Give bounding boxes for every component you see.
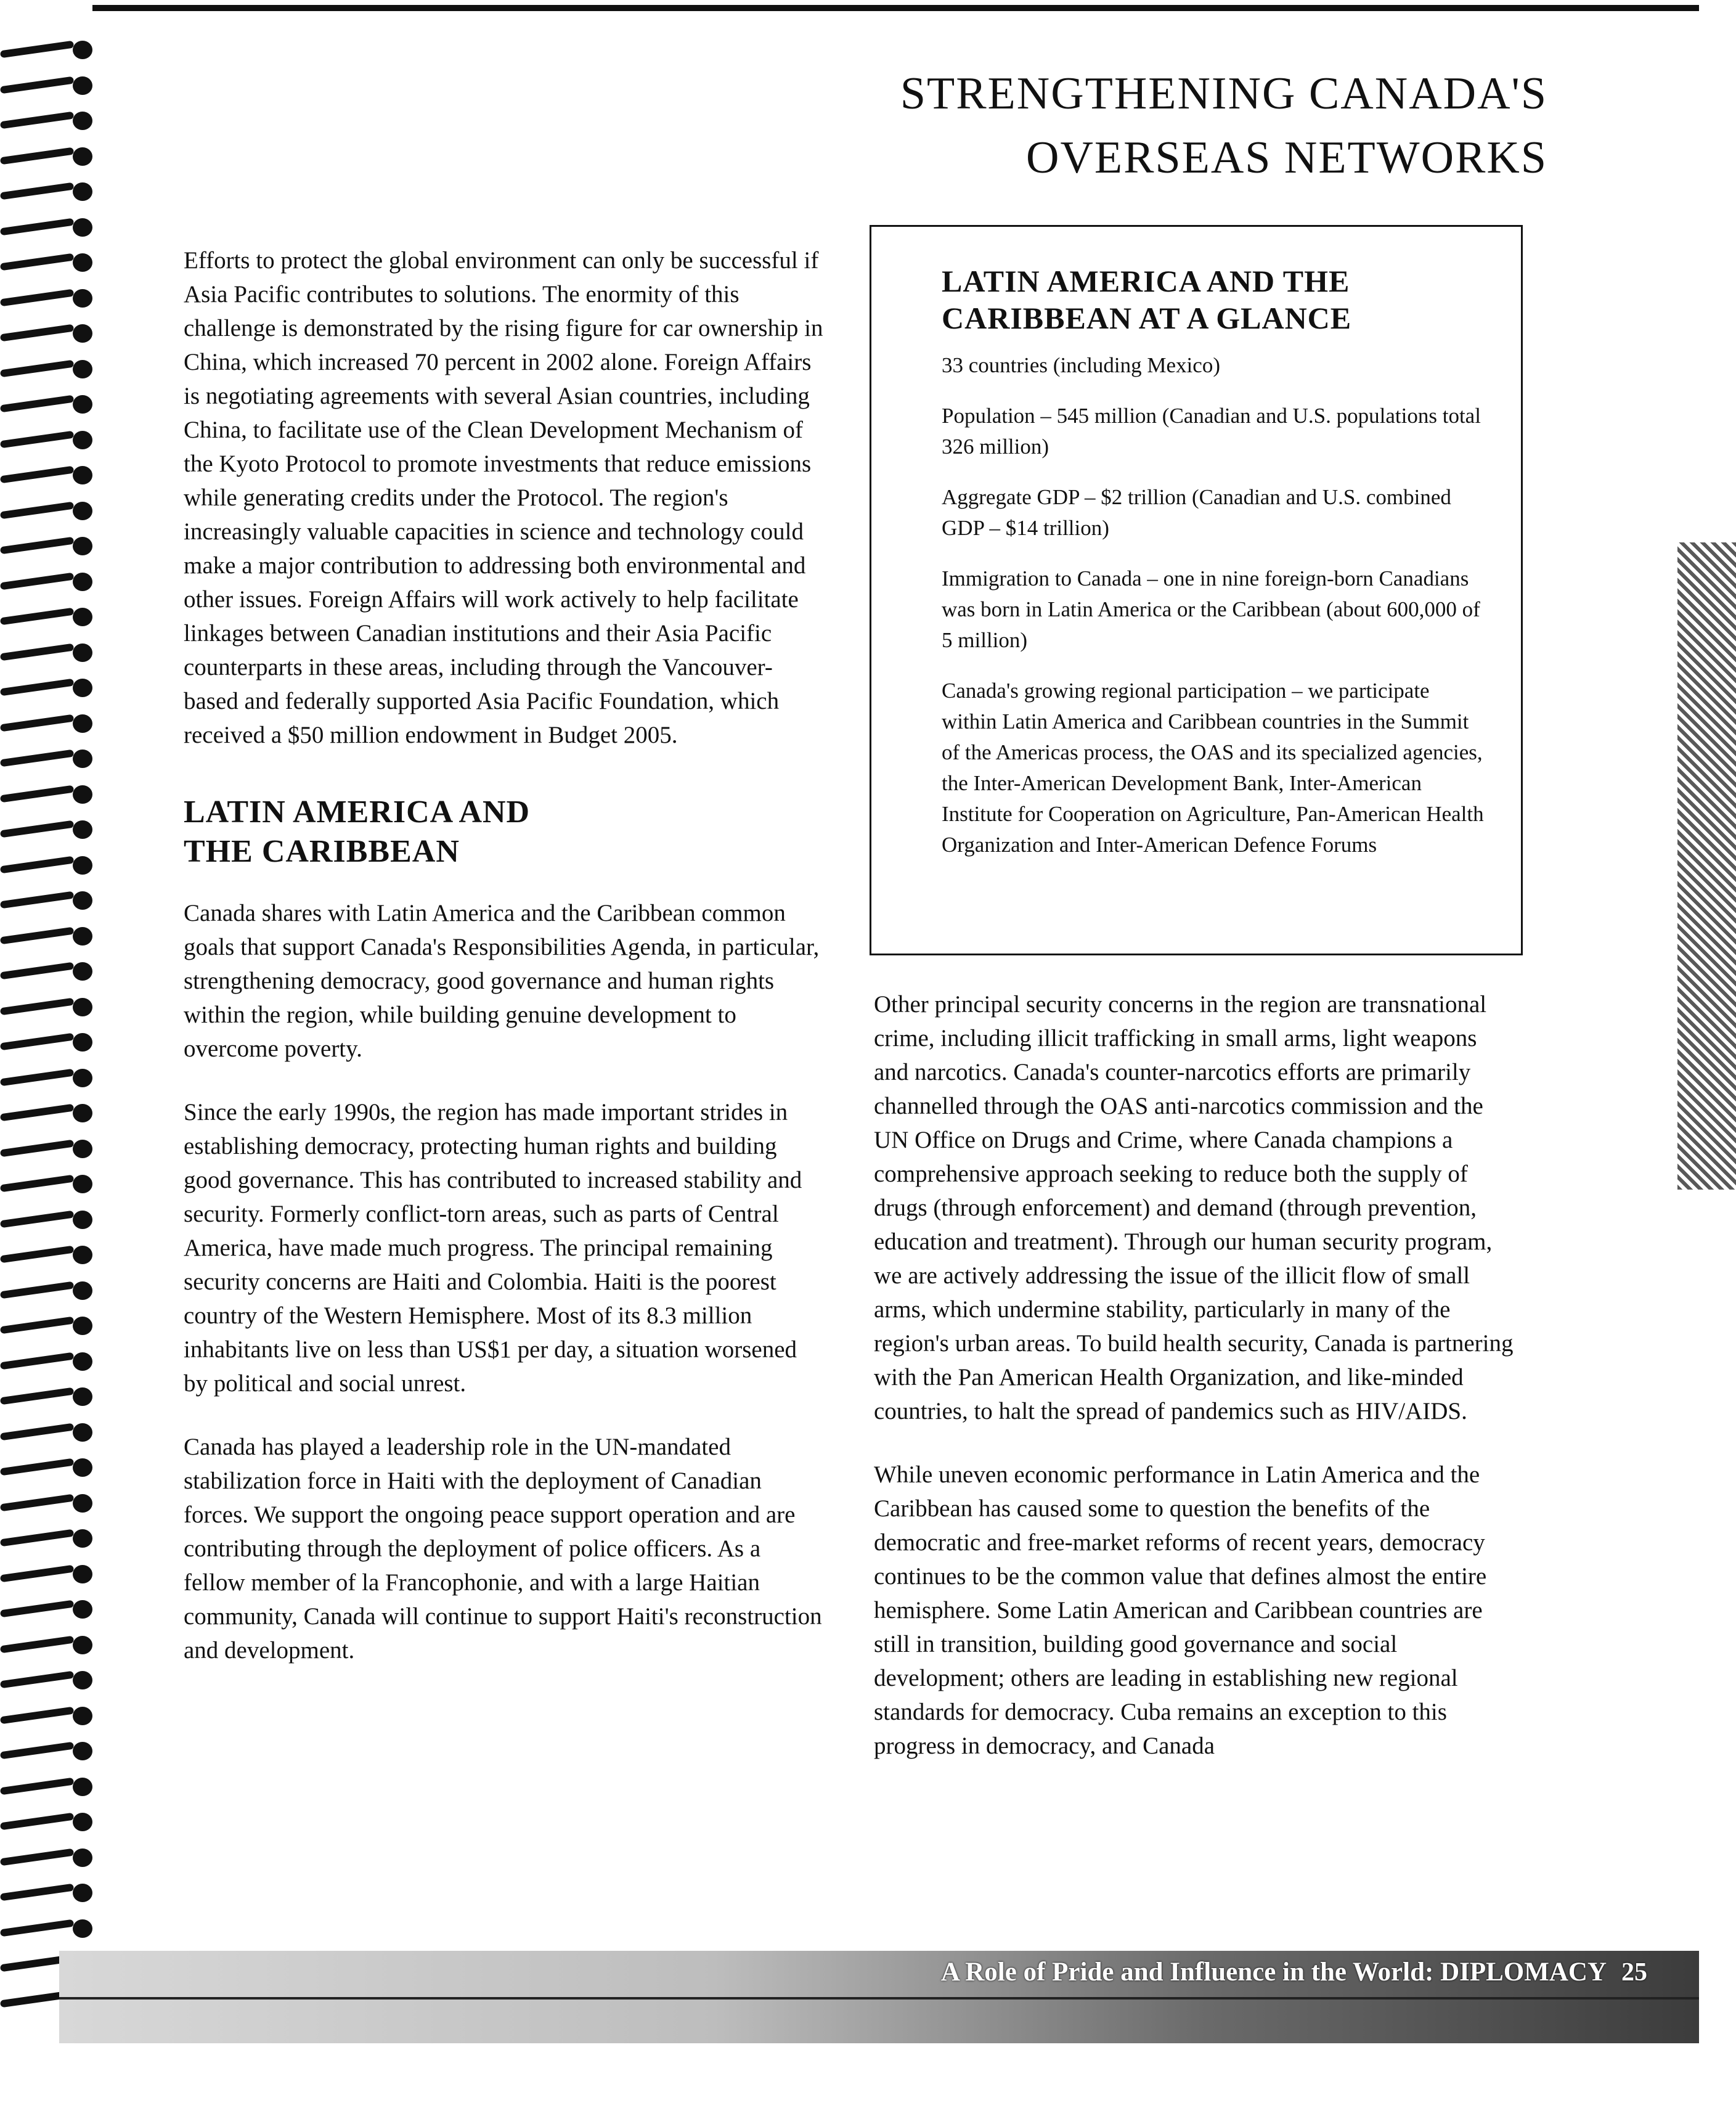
spiral-ring [0, 1100, 92, 1125]
spiral-ring [0, 923, 92, 948]
spiral-ring [0, 1384, 92, 1408]
sidebar-title-line-1: LATIN AMERICA AND THE [942, 264, 1350, 298]
spiral-ring [0, 1278, 92, 1302]
at-a-glance-sidebar [870, 225, 1523, 955]
page-number: 25 [1621, 1958, 1647, 1987]
spiral-ring [0, 1171, 92, 1196]
spiral-ring [0, 1703, 92, 1728]
section-heading [184, 793, 825, 872]
body-paragraph: Other principal security concerns in the region are transnational crime, including illicit trafficking in small arms, light weapons and narcotics. Canada's counter-narcotics efforts are primarily channelled through the OAS anti-narcotics commission and the UN Office on Drugs and Crime, where Canada champions a comprehensive approach seeking to reduce both the supply of drugs (through enforcement) and demand (through prevention, education and treatment). Through our human security program, we are actively addressing the issue of the illicit flow of small arms, which undermine stability, particularly in many of the region's urban areas. To build health security, Canada is partnering with the Pan American Health Organization, and like-minded countries, to halt the spread of pandemics such as HIV/AIDS. [874, 991, 1514, 1424]
section-heading-line-1: LATIN AMERICA AND [184, 795, 531, 830]
sidebar-fact: Population – 545 million (Canadian and U.S. populations total 326 million) [942, 404, 1481, 459]
spiral-ring [0, 994, 92, 1019]
spiral-ring [0, 73, 92, 97]
spiral-ring [0, 569, 92, 594]
spiral-ring [0, 1916, 92, 1940]
spiral-ring [0, 1349, 92, 1373]
page-title [623, 62, 1547, 190]
spiral-ring [0, 533, 92, 558]
spiral-ring [0, 1420, 92, 1444]
spiral-ring [0, 1809, 92, 1834]
body-paragraph: Canada shares with Latin America and the Caribbean common goals that support Canada's Responsibilities Agenda, in particular, strengthening democracy, good governance and human rights within the region, while building genuine development to overcome poverty. [184, 900, 820, 1062]
spiral-ring [0, 285, 92, 310]
spiral-ring [0, 321, 92, 345]
spiral-ring [0, 1313, 92, 1338]
section-heading-line-2: THE CARIBBEAN [184, 834, 460, 869]
spiral-ring [0, 1596, 92, 1621]
spiral-ring [0, 852, 92, 877]
footer-rule [59, 1997, 1699, 2000]
body-paragraph: Canada has played a leadership role in the UN-mandated stabilization force in Haiti with the deployment of Canadian forces. We support the ongoing peace support operation and are contributing through the deployment of police officers. As a fellow member of la Francophonie, and with a large Haitian community, Canada will continue to support Haiti's reconstruction and development. [184, 1434, 822, 1664]
spiral-ring [0, 746, 92, 770]
spiral-ring [0, 250, 92, 274]
spiral-ring [0, 1880, 92, 1905]
page-title-line-2: OVERSEAS NETWORKS [1026, 133, 1547, 183]
spiral-ring [0, 1774, 92, 1799]
spiral-ring [0, 604, 92, 629]
left-column [184, 243, 825, 1697]
spiral-ring [0, 1561, 92, 1586]
spiral-ring [0, 1490, 92, 1515]
spiral-ring [0, 675, 92, 700]
spiral-ring [0, 462, 92, 487]
spiral-ring [0, 1526, 92, 1550]
spiral-ring [0, 1667, 92, 1692]
spiral-ring [0, 1136, 92, 1161]
spiral-ring [0, 958, 92, 983]
sidebar-fact: Canada's growing regional participation – we participate within Latin America and Caribbean countries in the Summit of the Americas process, the OAS and its specialized agencies, the Inter-American Development Bank, Inter-American Institute for Cooperation on Agriculture, Pan-American Health Organization and Inter-American Defence Forums [942, 679, 1484, 857]
sidebar-fact: 33 countries (including Mexico) [942, 353, 1220, 377]
sidebar-fact: Immigration to Canada – one in nine foreign-born Canadians was born in Latin America or the Caribbean (about 600,000 of 5 million) [942, 566, 1480, 652]
spiral-ring [0, 1207, 92, 1232]
spiral-ring [0, 1455, 92, 1479]
spiral-ring [0, 144, 92, 168]
top-rule [92, 5, 1699, 11]
sidebar-title-line-2: CARIBBEAN AT A GLANCE [942, 301, 1352, 335]
spiral-ring [0, 391, 92, 416]
sidebar-fact: Aggregate GDP – $2 trillion (Canadian and U.S. combined GDP – $14 trillion) [942, 485, 1451, 540]
right-column [874, 987, 1515, 1792]
spiral-ring [0, 498, 92, 523]
spiral-ring [0, 1029, 92, 1054]
spiral-ring [0, 888, 92, 912]
spiral-ring [0, 1632, 92, 1657]
spiral-ring [0, 711, 92, 735]
spiral-ring [0, 356, 92, 381]
spiral-ring [0, 37, 92, 62]
spiral-ring [0, 1845, 92, 1869]
spiral-ring [0, 640, 92, 664]
spiral-ring [0, 1242, 92, 1267]
spiral-ring [0, 782, 92, 806]
page-title-line-1: STRENGTHENING CANADA'S [900, 68, 1547, 119]
spiral-ring [0, 427, 92, 452]
body-paragraph: While uneven economic performance in Latin America and the Caribbean has caused some to question the benefits of the democratic and free-market reforms of recent years, democracy continues to be the common value that defines almost the entire hemisphere. Some Latin American and Caribbean countries are still in transition, building good governance and social development; others are leading in establishing new regional standards for democracy. Cuba remains an exception to this progress in democracy, and Canada [874, 1461, 1487, 1759]
spiral-ring [0, 179, 92, 203]
spiral-ring [0, 108, 92, 133]
running-footer-title: A Role of Pride and Influence in the World: DIPLOMACY [940, 1958, 1607, 1987]
spiral-ring [0, 1738, 92, 1763]
page-edge-texture [1677, 542, 1736, 1190]
spiral-ring [0, 817, 92, 841]
spiral-binding [0, 37, 92, 2046]
spiral-ring [0, 1065, 92, 1090]
sidebar-title [942, 263, 1486, 337]
intro-paragraph: Efforts to protect the global environment can only be successful if Asia Pacific contributes to solutions. The enormity of this challenge is demonstrated by the rising figure for car ownership in China, which increased 70 percent in 2002 alone. Foreign Affairs is negotiating agreements with several Asian countries, including China, to facilitate use of the Clean Development Mechanism of the Kyoto Protocol to promote investments that reduce emissions while generating credits under the Protocol. The region's increasingly valuable capacities in science and technology could make a major contribution to addressing both environmental and other issues. Foreign Affairs will work actively to help facilitate linkages between Canadian institutions and their Asia Pacific counterparts in these areas, including through the Vancouver-based and federally supported Asia Pacific Foundation, which received a $50 million endowment in Budget 2005. [184, 247, 823, 748]
spiral-ring [0, 214, 92, 239]
body-paragraph: Since the early 1990s, the region has made important strides in establishing democracy, protecting human rights and building good governance. This has contributed to increased stability and security. Formerly conflict-torn areas, such as parts of Central America, have made much progress. The principal remaining security concerns are Haiti and Colombia. Haiti is the poorest country of the Western Hemisphere. Most of its 8.3 million inhabitants live on less than US$1 per day, a situation worsened by political and social unrest. [184, 1099, 802, 1397]
